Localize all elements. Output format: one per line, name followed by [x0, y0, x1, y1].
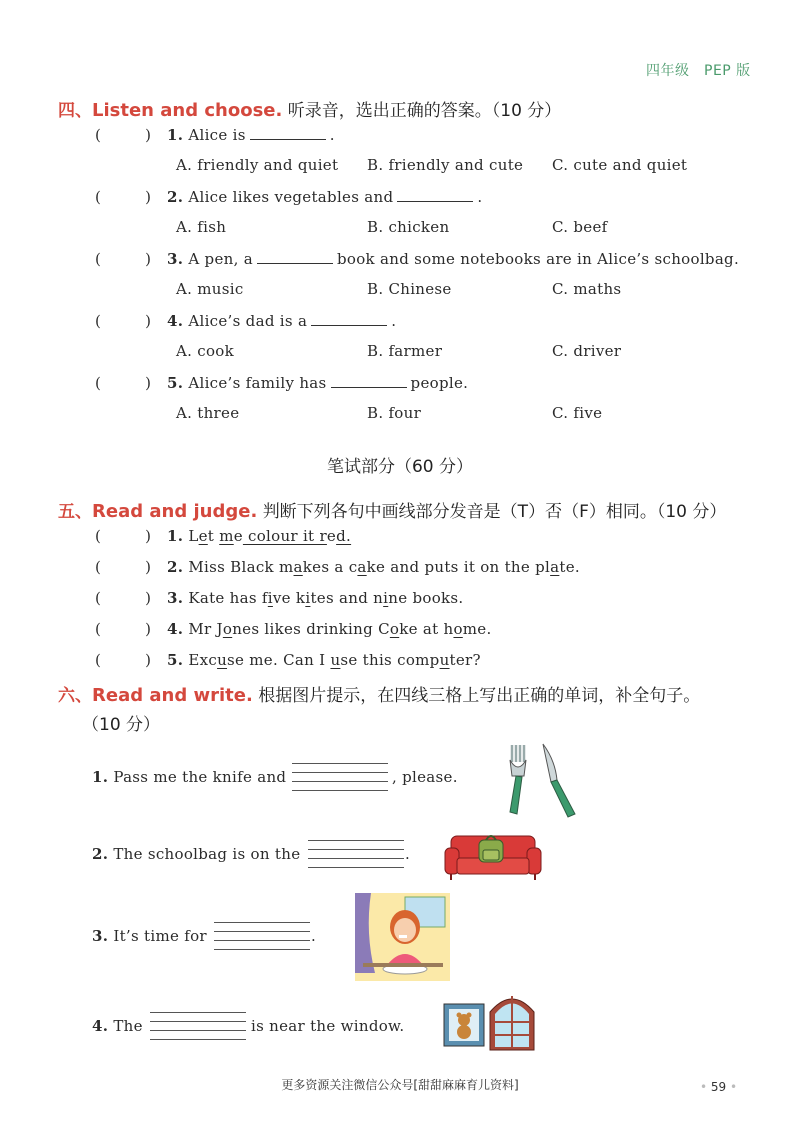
- listen-question: [95, 187, 482, 206]
- question-text-end: book and some notebooks are in Alice’s schoolbag.: [336, 250, 740, 268]
- underlined-letter: a: [357, 558, 367, 576]
- question-number: 2.: [92, 845, 109, 863]
- fork-icon: [510, 745, 526, 814]
- answer-blank[interactable]: [311, 311, 387, 326]
- section-4-english-title: Listen and choose.: [92, 100, 283, 121]
- sentence-text: se this comp: [340, 651, 440, 669]
- answer-blank[interactable]: [257, 249, 333, 264]
- sentence-text: ke and puts it on the pl: [366, 558, 551, 576]
- judge-question: [95, 651, 481, 669]
- four-line-writing-box-3[interactable]: [214, 922, 310, 950]
- sentence-text: kes a c: [302, 558, 358, 576]
- question-number: 3.: [167, 250, 184, 268]
- write-question-3: [92, 927, 207, 945]
- question-text-end: .: [477, 188, 483, 206]
- underlined-letter: a: [293, 558, 303, 576]
- question-number: 5.: [167, 374, 184, 392]
- underlined-letter: o: [222, 620, 233, 638]
- write-question-1: [92, 768, 286, 786]
- section-4-instruction: 听录音，选出正确的答案。（10 分）: [287, 101, 562, 121]
- answer-blank[interactable]: [331, 373, 407, 388]
- footer-note: 更多资源关注微信公众号[甜甜麻麻育儿资料]: [281, 1078, 519, 1092]
- four-line-writing-box-2[interactable]: [308, 840, 404, 868]
- judge-question: [95, 558, 580, 576]
- sentence-text: L: [188, 527, 199, 545]
- question-text-end: people.: [410, 374, 469, 392]
- question-text: The schoolbag is on the: [113, 845, 301, 863]
- question-text: The: [113, 1017, 143, 1035]
- question-number: 4.: [167, 312, 184, 330]
- option-a[interactable]: A. cook: [176, 342, 235, 360]
- sentence-text: nes likes drinking C: [232, 620, 390, 638]
- section-5-english-title: Read and judge.: [92, 501, 258, 522]
- question-text-end: .: [329, 126, 335, 144]
- option-c[interactable]: C. beef: [552, 218, 608, 236]
- section-6-instruction: 根据图片提示，在四线三格上写出正确的单词，补全句子。: [258, 686, 701, 706]
- question-text: It’s time for: [113, 927, 207, 945]
- option-c[interactable]: C. driver: [552, 342, 622, 360]
- girl-eating-picture: [355, 893, 450, 981]
- question-text-end: is near the window.: [251, 1017, 405, 1035]
- window-icon: [490, 996, 534, 1050]
- section-6-score: （10 分）: [82, 715, 161, 735]
- question-number: 4.: [167, 620, 184, 638]
- question-text-end: .: [405, 845, 411, 863]
- section-6-title: [58, 681, 700, 706]
- knife-icon: [543, 744, 575, 817]
- sentence-text: me.: [462, 620, 492, 638]
- sentence-text: Miss Black m: [188, 558, 294, 576]
- option-b[interactable]: B. farmer: [367, 342, 443, 360]
- question-text: Alice’s family has: [188, 374, 327, 392]
- underlined-letter: i: [305, 589, 311, 607]
- sentence-text: Mr J: [188, 620, 223, 638]
- question-text: Alice likes vegetables and: [188, 188, 394, 206]
- picture-and-window-illustration: [442, 990, 542, 1052]
- underlined-letter: a: [550, 558, 560, 576]
- answer-blank[interactable]: [250, 125, 326, 140]
- section-5-instruction: 判断下列各句中画线部分发音是（T）否（F）相同。（10 分）: [262, 502, 727, 522]
- question-text: A pen, a: [188, 250, 253, 268]
- sentence-text: se me. Can I: [227, 651, 331, 669]
- listen-question: [95, 125, 335, 144]
- option-c[interactable]: C. cute and quiet: [552, 156, 688, 174]
- four-line-writing-box-1[interactable]: [292, 763, 388, 791]
- option-b[interactable]: B. four: [367, 404, 422, 422]
- sentence-text: t: [207, 527, 220, 545]
- write-question-4: [92, 1017, 143, 1035]
- option-a[interactable]: A. music: [176, 280, 244, 298]
- underlined-letter: o: [389, 620, 400, 638]
- sofa-with-schoolbag-picture: [443, 826, 543, 882]
- judge-question: [95, 527, 351, 545]
- underlined-letter: u: [439, 651, 450, 669]
- underlined-letter: d.: [336, 527, 352, 545]
- option-b[interactable]: B. chicken: [367, 218, 450, 236]
- answer-bracket[interactable]: ( ): [95, 651, 152, 669]
- answer-bracket[interactable]: ( ): [95, 527, 152, 545]
- underlined-letter: u: [217, 651, 228, 669]
- question-text-end: .: [391, 312, 397, 330]
- option-b[interactable]: B. friendly and cute: [367, 156, 524, 174]
- sentence-text: e: [326, 527, 337, 545]
- written-part-title: 笔试部分（60 分）: [326, 457, 474, 477]
- question-text: Alice’s dad is a: [188, 312, 308, 330]
- option-c[interactable]: C. five: [552, 404, 603, 422]
- underlined-letter: colour it r: [242, 527, 327, 545]
- grade-label: 四年级 PEP 版: [646, 63, 751, 79]
- fork-and-knife-picture: [495, 740, 585, 820]
- sentence-text: Kate has f: [188, 589, 268, 607]
- section-6-english-title: Read and write.: [92, 685, 253, 706]
- teddy-picture-frame-icon: [444, 1004, 484, 1046]
- question-number: 2.: [167, 558, 184, 576]
- page-number: • 59 •: [700, 1080, 738, 1094]
- question-text: Pass me the knife and: [113, 768, 287, 786]
- judge-question: [95, 589, 464, 607]
- section-5-number: 五、: [58, 502, 92, 522]
- underlined-letter: i: [383, 589, 389, 607]
- question-number: 3.: [167, 589, 184, 607]
- answer-bracket[interactable]: ( ): [95, 188, 152, 206]
- sentence-text: ne books.: [388, 589, 464, 607]
- underlined-letter: e: [198, 527, 208, 545]
- answer-blank[interactable]: [397, 187, 473, 202]
- schoolbag-icon: [479, 836, 503, 862]
- option-b[interactable]: B. Chinese: [367, 280, 452, 298]
- question-text-end: , please.: [392, 768, 458, 786]
- sentence-text: tes and n: [310, 589, 384, 607]
- answer-bracket[interactable]: ( ): [95, 126, 152, 144]
- judge-question: [95, 620, 492, 638]
- option-a[interactable]: A. friendly and quiet: [176, 156, 339, 174]
- underlined-letter: o: [453, 620, 463, 638]
- write-question-2: [92, 845, 300, 863]
- answer-bracket[interactable]: ( ): [95, 312, 152, 330]
- answer-bracket[interactable]: ( ): [95, 558, 152, 576]
- section-6-number: 六、: [58, 686, 92, 706]
- answer-bracket[interactable]: ( ): [95, 589, 152, 607]
- question-number: 5.: [167, 651, 184, 669]
- sentence-text: te.: [559, 558, 580, 576]
- sentence-text: ke at h: [399, 620, 454, 638]
- answer-bracket[interactable]: ( ): [95, 374, 152, 392]
- section-5-title: [58, 497, 726, 522]
- option-a[interactable]: A. three: [176, 404, 240, 422]
- sentence-text: e: [233, 527, 243, 545]
- question-number: 1.: [167, 527, 184, 545]
- sentence-text: Exc: [188, 651, 218, 669]
- section-4-number: 四、: [58, 101, 92, 121]
- answer-bracket[interactable]: ( ): [95, 250, 152, 268]
- option-a[interactable]: A. fish: [176, 218, 227, 236]
- underlined-letter: i: [267, 589, 273, 607]
- question-number: 1.: [167, 126, 184, 144]
- listen-question: [95, 373, 468, 392]
- sentence-text: ve k: [272, 589, 306, 607]
- question-text-end: .: [311, 927, 317, 945]
- question-number: 4.: [92, 1017, 109, 1035]
- listen-question: [95, 249, 739, 268]
- underlined-letter: u: [330, 651, 341, 669]
- question-text: Alice is: [188, 126, 246, 144]
- answer-bracket[interactable]: ( ): [95, 620, 152, 638]
- sentence-text: ter?: [449, 651, 481, 669]
- question-number: 2.: [167, 188, 184, 206]
- question-number: 1.: [92, 768, 109, 786]
- underlined-letter: m: [219, 527, 234, 545]
- four-line-writing-box-4[interactable]: [150, 1012, 246, 1040]
- section-4-title: [58, 96, 561, 121]
- option-c[interactable]: C. maths: [552, 280, 622, 298]
- listen-question: [95, 311, 396, 330]
- question-number: 3.: [92, 927, 109, 945]
